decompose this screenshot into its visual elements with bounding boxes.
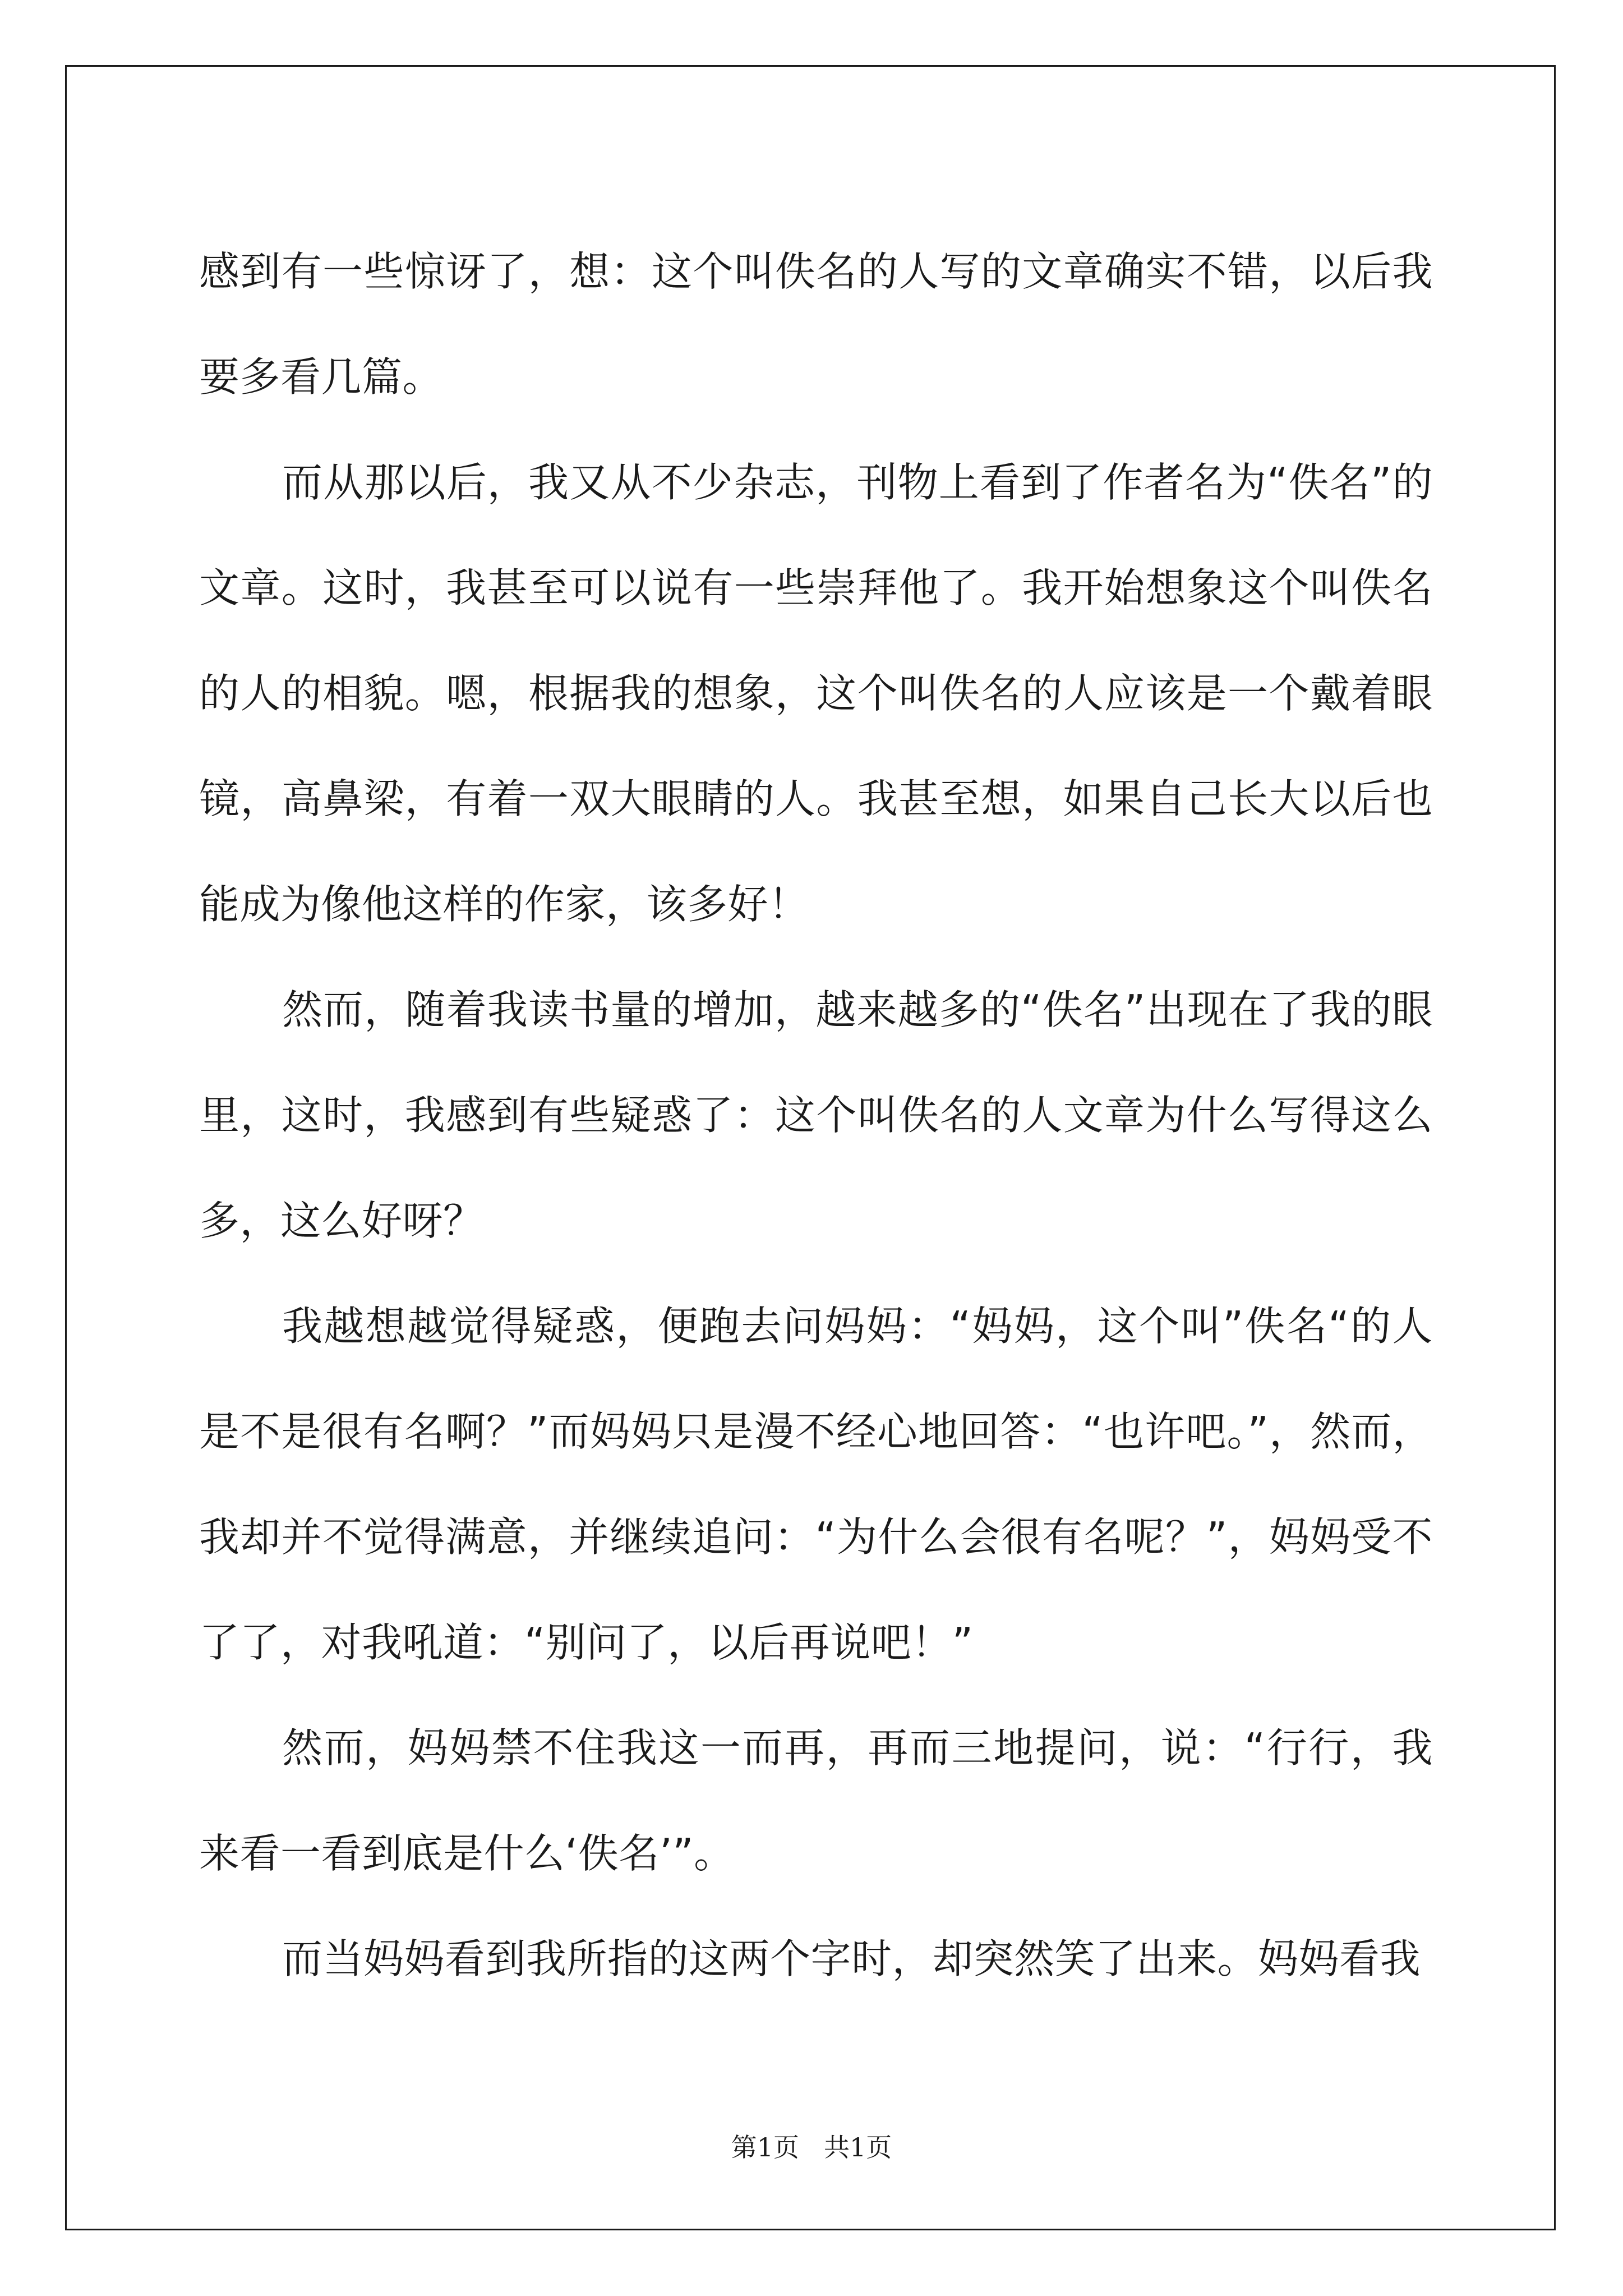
page-number: 第1页: [731, 2132, 800, 2162]
paragraph: 而当妈妈看到我所指的这两个字时，却突然笑了出来。妈妈看我: [282, 1935, 1421, 1982]
paragraph: 感到有一些惊讶了，想：这个叫佚名的人写的文章确实不错，以后我要多看几篇。: [199, 248, 1433, 401]
document-body: [199, 219, 1433, 2012]
paragraph: 然而，随着我读书量的增加，越来越多的“佚名”出现在了我的眼里，这时，我感到有些疑惑了：这个叫佚名的人文章为什么写得这么多，这么好呀？: [199, 986, 1433, 1244]
page-footer: [0, 2127, 1623, 2164]
paragraph: 然而，妈妈禁不住我这一而再，再而三地提问，说：“行行，我来看一看到底是什么‘佚名’”。: [199, 1724, 1433, 1877]
page-total: 共1页: [823, 2132, 892, 2162]
paragraph: 我越想越觉得疑惑，便跑去问妈妈：“妈妈，这个叫”佚名“的人是不是很有名啊？”而妈妈只是漫不经心地回答：“也许吧。”，然而，我却并不觉得满意，并继续追问：“为什么会很有名呢？”，妈妈受不了了，对我吼道：“别问了，以后再说吧！”: [199, 1303, 1433, 1666]
paragraph: 而从那以后，我又从不少杂志，刊物上看到了作者名为“佚名”的文章。这时，我甚至可以说有一些崇拜他了。我开始想象这个叫佚名的人的相貌。嗯，根据我的想象，这个叫佚名的人应该是一个戴着眼镜，高鼻梁，有着一双大眼睛的人。我甚至想，如果自己长大以后也能成为像他这样的作家，该多好！: [199, 459, 1433, 928]
